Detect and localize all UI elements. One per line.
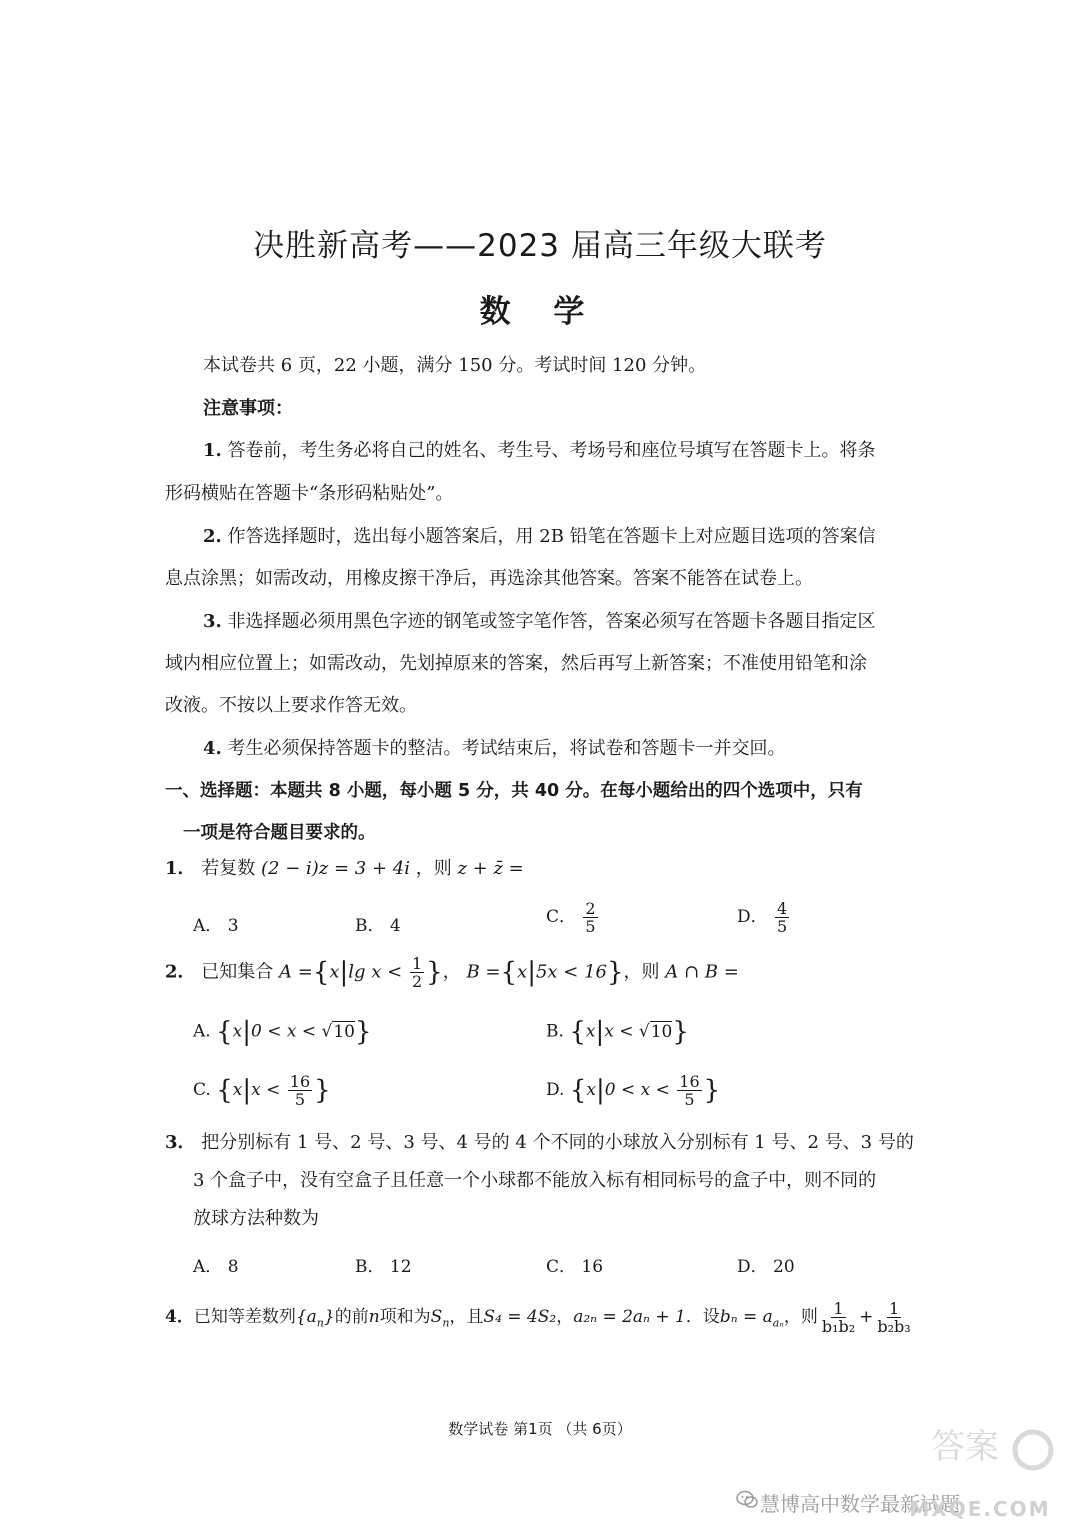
question-1 (165, 857, 524, 881)
intro-text: 本试卷共 6 页，22 小题，满分 150 分。考试时间 120 分钟。 (203, 355, 707, 376)
math-expression: (2 − i)z = 3 + 4i (261, 858, 410, 879)
watermark-logo (905, 1418, 1055, 1527)
question-number: 4． (165, 1307, 194, 1327)
question-2: 2． 已知集合 A ={x|lg x < $\frac{1}{2}$ }， B ={x|5x < 16}，则 A ∩ B = (165, 954, 739, 991)
option-d: D. {x|0 < x < $\frac{16}{5}$ } (546, 1072, 721, 1109)
option-c: C. {x|x < $\frac{16}{5}$ } (193, 1072, 331, 1109)
fraction: $\frac{16}{5}$ (289, 1072, 311, 1109)
notice-line: 改液。不按以上要求作答无效。 (165, 695, 417, 716)
notice-item-1 (203, 439, 876, 463)
option-b: B． 12 (355, 1257, 412, 1277)
question-text: ，则 (415, 858, 452, 879)
option-b: B. {x|x < √10} (546, 1017, 689, 1047)
question-3: 3． 把分别标有 1 号、2 号、3 号、4 号的 4 个不同的小球放入分别标有 1 号、2 号、3 号的 (165, 1132, 914, 1153)
option-a: A． 3 (193, 916, 239, 936)
notice-num: 1. (203, 440, 222, 461)
section-heading-line1: 一、选择题：本题共 8 小题，每小题 5 分，共 40 分。在每小题给出的四个选项中，只有 (165, 781, 863, 801)
option-d: D． $\frac{4}{5}$ (737, 899, 788, 936)
fraction: $\frac{1}{\text{b₁b₂}}$ (821, 1299, 856, 1336)
notice-line: 形码横贴在答题卡“条形码粘贴处”。 (165, 483, 454, 504)
fraction: $\frac{4}{5}$ (777, 899, 788, 936)
question-number: 2． (165, 961, 196, 983)
notice-item-2 (203, 525, 876, 549)
option-a: A． 8 (193, 1257, 239, 1277)
wechat-icon (736, 1490, 758, 1514)
notice-line: 答卷前，考生务必将自己的姓名、考生号、考场号和座位号填写在答题卡上。将条 (227, 440, 876, 461)
page-title: 决胜新高考——2023 届高三年级大联考 (253, 228, 827, 264)
question-4: 4．已知等差数列$\{a_n\}$的前n项和为$S_n$，且S₄ = 4S₂，a₂ₙ = 2aₙ + 1．设$b_n = a_{a_n}$，则 $\frac{1}{\text{b₁b₂}}$ + $\frac{1}{\text{b₂b₃}}$ (165, 1299, 911, 1336)
notice-line: 息点涂黑；如需改动，用橡皮擦干净后，再选涂其他答案。答案不能答在试卷上。 (165, 568, 813, 589)
notice-line: 非选择题必须用黑色字迹的钢笔或签字笔作答，答案必须写在答题卡各题目指定区 (227, 611, 876, 632)
notice-heading: 注意事项： (203, 398, 293, 419)
option-d: D． 20 (737, 1257, 795, 1277)
watermark-text: 慧博高中数学最新试题 (760, 1492, 960, 1516)
notice-num: 3. (203, 611, 222, 632)
question-text: 3 个盒子中，没有空盒子且任意一个小球都不能放入标有相同标号的盒子中，则不同的 (193, 1170, 877, 1191)
fraction: $\frac{16}{5}$ (679, 1072, 700, 1109)
notice-line: 考生必须保持答题卡的整洁。考试结束后，将试卷和答题卡一并交回。 (227, 738, 786, 759)
notice-item-4 (203, 737, 786, 761)
notice-item-3 (203, 610, 876, 634)
notice-line: 作答选择题时，选出每小题答案后，用 2B 铅笔在答题卡上对应题目选项的答案信 (227, 526, 876, 547)
svg-text:MXQE.COM: MXQE.COM (909, 1497, 1051, 1521)
fraction: $\frac{1}{2}$ (411, 954, 423, 991)
page-footer: 数学试卷 第1页 （共 6页） (448, 1420, 632, 1438)
fraction: $\frac{2}{5}$ (585, 899, 596, 936)
option-c: C． $\frac{2}{5}$ (546, 899, 596, 936)
section-heading-line2: 一项是符合题目要求的。 (183, 823, 376, 843)
option-c: C． 16 (546, 1257, 604, 1277)
option-b: B． 4 (355, 916, 401, 936)
notice-line: 域内相应位置上；如需改动，先划掉原来的答案，然后再写上新答案；不准使用铅笔和涂 (165, 653, 867, 674)
svg-text:答案: 答案 (931, 1427, 999, 1467)
question-number: 3． (165, 1132, 196, 1153)
notice-num: 4. (203, 738, 222, 759)
question-text: 若复数 (201, 858, 256, 879)
subject-title: 数 学 (479, 294, 601, 330)
question-number: 1． (165, 858, 196, 879)
math-expression: z + z̄ = (457, 858, 524, 879)
option-a: A. {x|0 < x < √10} (193, 1017, 372, 1047)
notice-num: 2. (203, 526, 222, 547)
fraction: $\frac{1}{\text{b₂b₃}}$ (877, 1299, 911, 1336)
question-text: 放球方法种数为 (193, 1208, 319, 1229)
